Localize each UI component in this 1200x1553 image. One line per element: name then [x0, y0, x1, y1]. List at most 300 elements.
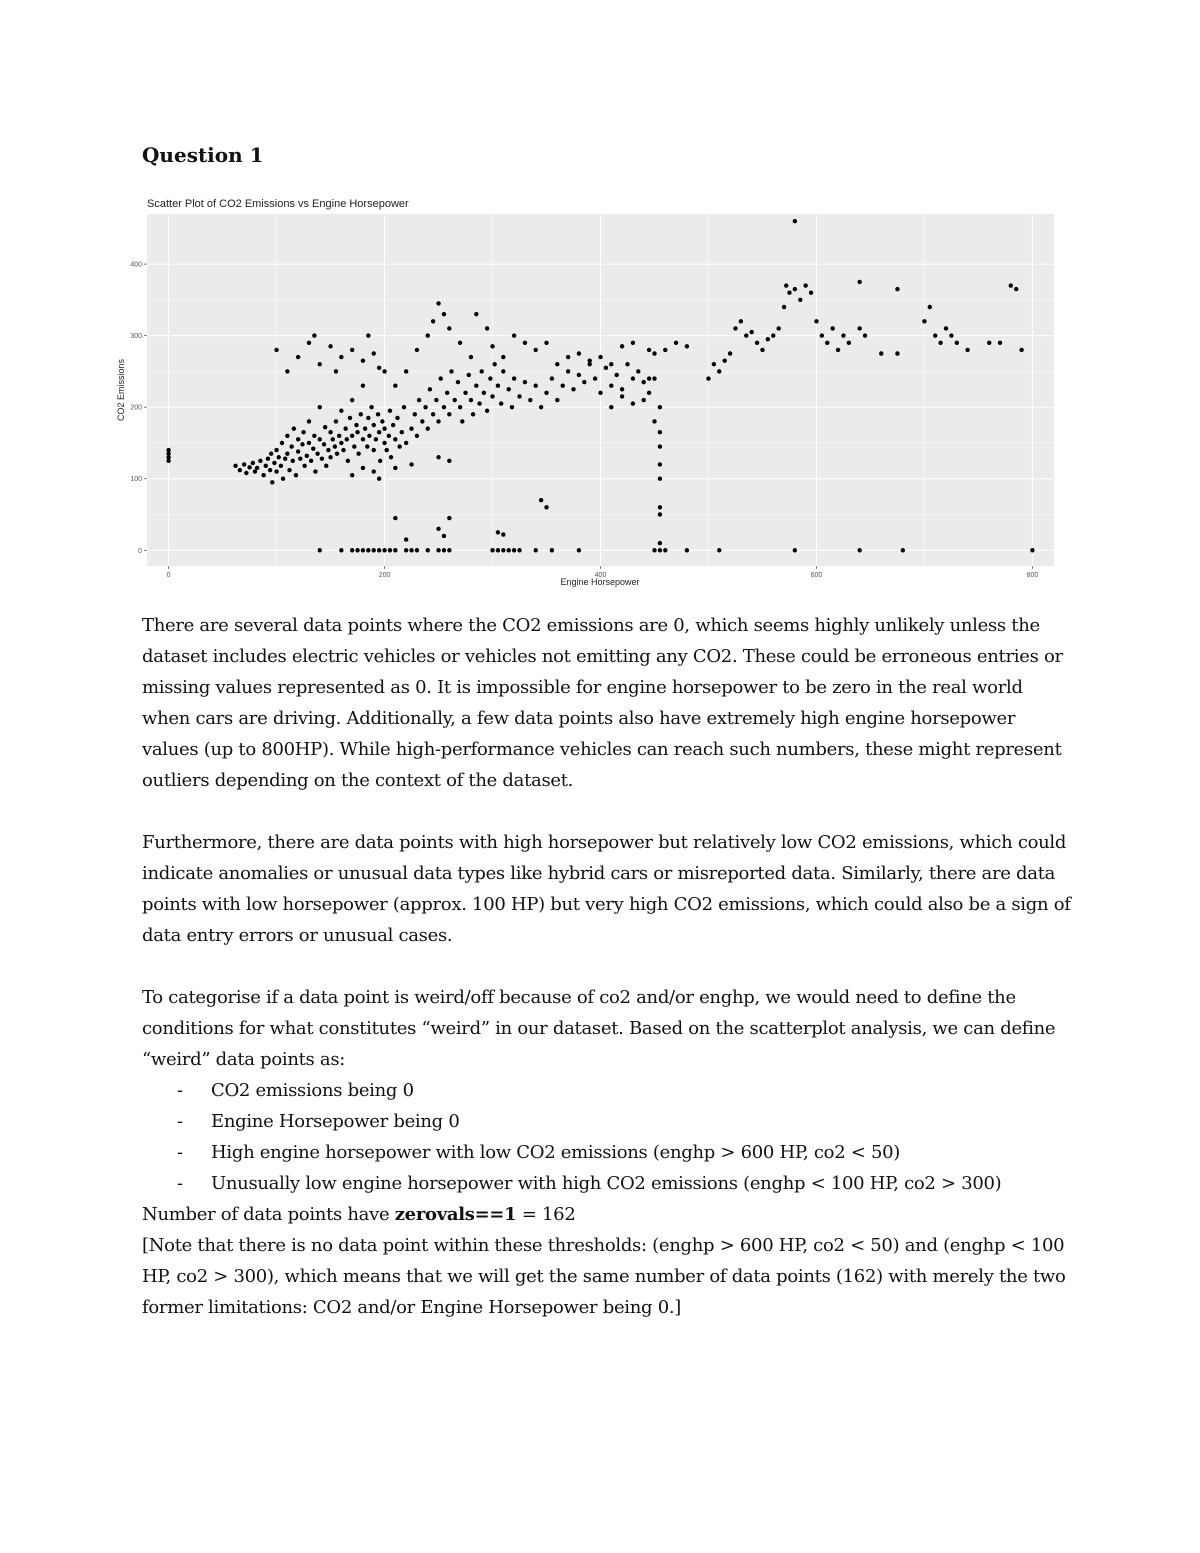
data-point	[264, 464, 268, 468]
data-point	[341, 448, 345, 452]
data-point	[409, 548, 413, 552]
data-point	[447, 459, 451, 463]
data-point	[534, 348, 538, 352]
data-point	[318, 405, 322, 409]
data-point	[367, 434, 371, 438]
data-point	[442, 312, 446, 316]
data-point	[382, 426, 386, 430]
data-point	[841, 333, 845, 337]
data-point	[647, 391, 651, 395]
data-point	[436, 419, 440, 423]
data-point	[577, 373, 581, 377]
data-point	[460, 419, 464, 423]
data-point	[539, 405, 543, 409]
data-point	[523, 341, 527, 345]
data-point	[333, 444, 337, 448]
list-item	[142, 1168, 1072, 1199]
data-point	[453, 398, 457, 402]
list-item	[142, 1106, 1072, 1137]
data-point	[857, 326, 861, 330]
data-point	[436, 455, 440, 459]
data-point	[499, 401, 503, 405]
data-point	[261, 473, 265, 477]
data-point	[300, 442, 304, 446]
data-point	[793, 548, 797, 552]
data-point	[404, 369, 408, 373]
data-point	[415, 548, 419, 552]
data-point	[409, 462, 413, 466]
data-point	[663, 348, 667, 352]
data-point	[315, 451, 319, 455]
data-point	[717, 548, 721, 552]
data-point	[641, 380, 645, 384]
data-point	[485, 409, 489, 413]
data-point	[987, 341, 991, 345]
data-point	[944, 326, 948, 330]
data-point	[305, 454, 309, 458]
data-point	[328, 430, 332, 434]
data-point	[377, 548, 381, 552]
data-point	[415, 348, 419, 352]
data-point	[350, 348, 354, 352]
data-point	[528, 398, 532, 402]
data-point	[658, 505, 662, 509]
data-point	[166, 448, 170, 452]
data-point	[436, 527, 440, 531]
count-value: = 162	[516, 1204, 576, 1225]
data-point	[566, 369, 570, 373]
data-point	[318, 548, 322, 552]
data-point	[266, 456, 270, 460]
data-point	[771, 333, 775, 337]
data-point	[658, 512, 662, 516]
data-point	[415, 434, 419, 438]
data-point	[534, 384, 538, 388]
data-point	[255, 466, 259, 470]
data-point	[488, 376, 492, 380]
data-point	[1014, 287, 1018, 291]
paragraph-definition	[142, 982, 1072, 1323]
data-point	[652, 419, 656, 423]
data-point	[374, 437, 378, 441]
data-point	[933, 333, 937, 337]
data-point	[1009, 283, 1013, 287]
data-point	[285, 434, 289, 438]
data-point	[652, 376, 656, 380]
y-tick-label: 200	[130, 404, 142, 412]
data-point	[442, 534, 446, 538]
data-point	[652, 548, 656, 552]
data-point	[895, 351, 899, 355]
data-point	[938, 341, 942, 345]
data-point	[722, 358, 726, 362]
data-point	[355, 430, 359, 434]
data-point	[438, 376, 442, 380]
bullet-dash: -	[177, 1080, 183, 1101]
data-point	[335, 451, 339, 455]
data-point	[274, 348, 278, 352]
data-point	[922, 319, 926, 323]
data-point	[356, 451, 360, 455]
data-point	[301, 430, 305, 434]
list-item-text: Unusually low engine horsepower with high CO2 emissions (enghp < 100 HP, co2 > 300)	[211, 1173, 1002, 1194]
data-point	[233, 464, 237, 468]
data-point	[658, 548, 662, 552]
data-point	[480, 369, 484, 373]
data-point	[517, 548, 521, 552]
data-point	[366, 333, 370, 337]
data-point	[334, 369, 338, 373]
data-point	[313, 469, 317, 473]
data-point	[550, 548, 554, 552]
data-point	[296, 437, 300, 441]
list-item	[142, 1075, 1072, 1106]
data-point	[393, 516, 397, 520]
data-point	[346, 459, 350, 463]
data-point	[409, 426, 413, 430]
data-point	[285, 451, 289, 455]
data-point	[363, 426, 367, 430]
y-tick-label: 300	[130, 333, 142, 341]
data-point	[289, 444, 293, 448]
data-point	[739, 319, 743, 323]
data-point	[749, 330, 753, 334]
data-point	[334, 419, 338, 423]
data-point	[447, 326, 451, 330]
data-point	[337, 434, 341, 438]
data-point	[372, 351, 376, 355]
data-point	[447, 548, 451, 552]
data-point	[776, 326, 780, 330]
data-point	[620, 394, 624, 398]
data-point	[428, 387, 432, 391]
data-point	[550, 376, 554, 380]
list-item-text: Engine Horsepower being 0	[211, 1111, 460, 1132]
data-point	[593, 376, 597, 380]
data-point	[685, 548, 689, 552]
data-point	[324, 464, 328, 468]
data-point	[469, 355, 473, 359]
data-point	[376, 412, 380, 416]
data-point	[566, 355, 570, 359]
data-point	[318, 362, 322, 366]
data-point	[361, 384, 365, 388]
data-point	[998, 341, 1002, 345]
data-point	[361, 548, 365, 552]
weird-criteria-list	[142, 1075, 1072, 1199]
data-point	[413, 412, 417, 416]
data-point	[244, 471, 248, 475]
data-point	[322, 442, 326, 446]
data-point	[251, 461, 255, 465]
data-point	[949, 333, 953, 337]
data-point	[847, 341, 851, 345]
data-point	[539, 498, 543, 502]
data-point	[744, 333, 748, 337]
data-point	[501, 355, 505, 359]
data-point	[361, 358, 365, 362]
data-point	[431, 412, 435, 416]
data-point	[674, 341, 678, 345]
data-point	[377, 477, 381, 481]
bullet-dash: -	[177, 1173, 183, 1194]
data-point	[798, 298, 802, 302]
data-point	[658, 444, 662, 448]
data-point	[609, 362, 613, 366]
data-point	[652, 351, 656, 355]
data-point	[836, 348, 840, 352]
data-point	[658, 405, 662, 409]
data-point	[685, 344, 689, 348]
data-point	[281, 477, 285, 481]
data-point	[268, 468, 272, 472]
data-point	[365, 444, 369, 448]
data-point	[641, 398, 645, 402]
data-point	[588, 358, 592, 362]
data-point	[463, 391, 467, 395]
data-point	[477, 401, 481, 405]
data-point	[426, 426, 430, 430]
data-point	[955, 341, 959, 345]
y-tick-label: 0	[138, 547, 142, 555]
y-tick-label: 400	[130, 261, 142, 269]
data-point	[345, 437, 349, 441]
data-point	[307, 341, 311, 345]
data-point	[296, 355, 300, 359]
chart-title: Scatter Plot of CO2 Emissions vs Engine Horsepower	[147, 198, 409, 210]
data-point	[274, 469, 278, 473]
data-point	[377, 366, 381, 370]
data-point	[895, 287, 899, 291]
data-point	[928, 305, 932, 309]
data-point	[458, 341, 462, 345]
data-point	[309, 459, 313, 463]
data-point	[311, 446, 315, 450]
data-point	[242, 462, 246, 466]
data-point	[307, 441, 311, 445]
data-point	[755, 341, 759, 345]
data-point	[544, 505, 548, 509]
count-line	[142, 1199, 1072, 1230]
data-point	[733, 326, 737, 330]
data-point	[388, 548, 392, 552]
data-point	[350, 398, 354, 402]
data-point	[283, 456, 287, 460]
data-point	[343, 426, 347, 430]
data-point	[258, 459, 262, 463]
data-point	[647, 348, 651, 352]
data-point	[501, 532, 505, 536]
data-point	[402, 405, 406, 409]
data-point	[447, 516, 451, 520]
data-point	[857, 280, 861, 284]
data-point	[598, 355, 602, 359]
data-point	[372, 448, 376, 452]
data-point	[825, 341, 829, 345]
data-point	[501, 369, 505, 373]
data-point	[782, 305, 786, 309]
data-point	[274, 448, 278, 452]
data-point	[393, 548, 397, 552]
data-point	[1030, 548, 1034, 552]
data-point	[577, 548, 581, 552]
data-point	[609, 405, 613, 409]
data-point	[339, 409, 343, 413]
data-point	[501, 548, 505, 552]
data-point	[803, 283, 807, 287]
data-point	[474, 312, 478, 316]
data-point	[523, 380, 527, 384]
data-point	[287, 468, 291, 472]
data-point	[787, 290, 791, 294]
data-point	[380, 419, 384, 423]
list-item	[142, 1137, 1072, 1168]
data-point	[510, 405, 514, 409]
data-point	[292, 426, 296, 430]
data-point	[238, 468, 242, 472]
data-point	[339, 355, 343, 359]
data-point	[312, 434, 316, 438]
data-point	[280, 441, 284, 445]
data-point	[350, 548, 354, 552]
data-point	[512, 548, 516, 552]
data-point	[658, 541, 662, 545]
data-point	[397, 444, 401, 448]
data-point	[247, 465, 251, 469]
data-point	[420, 419, 424, 423]
scatter-plot-svg	[110, 205, 1070, 595]
data-point	[658, 477, 662, 481]
data-point	[436, 548, 440, 552]
data-point	[291, 459, 295, 463]
data-point	[614, 373, 618, 377]
list-item-text: CO2 emissions being 0	[211, 1080, 414, 1101]
data-point	[298, 456, 302, 460]
data-point	[496, 548, 500, 552]
data-point	[482, 391, 486, 395]
data-point	[445, 391, 449, 395]
data-point	[382, 441, 386, 445]
paragraph-anomalies	[142, 827, 1072, 951]
note-text: [Note that there is no data point within these thresholds: (enghp > 600 HP, co2 < 50) and (enghp < 100 HP, co2 > 300), which means that we will get the same number of data points (162) with merely the two former limitations: CO2 and/or Engine Horsepower being 0.]	[142, 1235, 1066, 1318]
data-point	[354, 423, 358, 427]
data-point	[544, 391, 548, 395]
data-point	[318, 437, 322, 441]
data-point	[348, 416, 352, 420]
data-point	[814, 319, 818, 323]
data-point	[431, 319, 435, 323]
data-point	[285, 369, 289, 373]
data-point	[320, 456, 324, 460]
data-point	[328, 344, 332, 348]
data-point	[369, 405, 373, 409]
data-point	[712, 362, 716, 366]
data-point	[400, 430, 404, 434]
data-point	[857, 548, 861, 552]
data-point	[717, 369, 721, 373]
data-point	[456, 380, 460, 384]
data-point	[404, 537, 408, 541]
data-point	[447, 412, 451, 416]
data-point	[294, 473, 298, 477]
data-point	[328, 455, 332, 459]
x-tick-label: 400	[594, 572, 607, 579]
paragraph-co2-zero	[142, 610, 1072, 796]
count-prefix: Number of data points have	[142, 1204, 395, 1225]
data-point	[496, 530, 500, 534]
data-point	[766, 337, 770, 341]
x-tick-label: 600	[810, 572, 823, 579]
data-point	[372, 469, 376, 473]
data-point	[352, 444, 356, 448]
data-point	[312, 333, 316, 337]
data-point	[636, 369, 640, 373]
data-point	[359, 412, 363, 416]
data-point	[879, 351, 883, 355]
data-point	[658, 430, 662, 434]
x-axis-label: Engine Horsepower	[560, 577, 640, 587]
data-point	[631, 376, 635, 380]
data-point	[620, 387, 624, 391]
data-point	[474, 384, 478, 388]
data-point	[387, 434, 391, 438]
data-point	[647, 376, 651, 380]
data-point	[604, 366, 608, 370]
x-tick-label: 0	[166, 572, 171, 579]
data-point	[350, 434, 354, 438]
data-point	[544, 341, 548, 345]
data-point	[385, 448, 389, 452]
data-point	[339, 441, 343, 445]
data-point	[598, 391, 602, 395]
data-point	[561, 384, 565, 388]
data-point	[366, 548, 370, 552]
data-point	[793, 287, 797, 291]
data-point	[467, 373, 471, 377]
data-point	[404, 441, 408, 445]
data-point	[436, 301, 440, 305]
data-point	[296, 449, 300, 453]
data-point	[485, 326, 489, 330]
data-point	[469, 398, 473, 402]
data-point	[270, 480, 274, 484]
list-item-text: High engine horsepower with low CO2 emissions (enghp > 600 HP, co2 < 50)	[211, 1142, 901, 1163]
data-point	[663, 548, 667, 552]
data-point	[442, 548, 446, 552]
data-point	[555, 398, 559, 402]
data-point	[517, 394, 521, 398]
data-point	[507, 387, 511, 391]
data-point	[793, 219, 797, 223]
data-point	[490, 394, 494, 398]
data-point	[277, 455, 281, 459]
bullet-dash: -	[177, 1111, 183, 1132]
data-point	[388, 409, 392, 413]
data-point	[901, 548, 905, 552]
x-tick-label: 200	[378, 572, 391, 579]
data-point	[382, 548, 386, 552]
data-point	[863, 333, 867, 337]
y-tick-label: 100	[130, 476, 142, 484]
data-point	[625, 362, 629, 366]
paragraph-text: Furthermore, there are data points with high horsepower but relatively low CO2 emissions, which could indicate anomalies or unusual data types like hybrid cars or misreported data. Similarly, there are data points with low horsepower (approx. 100 HP) but very high CO2 emissions, which could also be a sign of data entry errors or unusual cases.	[142, 832, 1071, 946]
data-point	[377, 430, 381, 434]
data-point	[458, 405, 462, 409]
data-point	[496, 384, 500, 388]
data-point	[302, 464, 306, 468]
data-point	[395, 416, 399, 420]
data-point	[490, 548, 494, 552]
